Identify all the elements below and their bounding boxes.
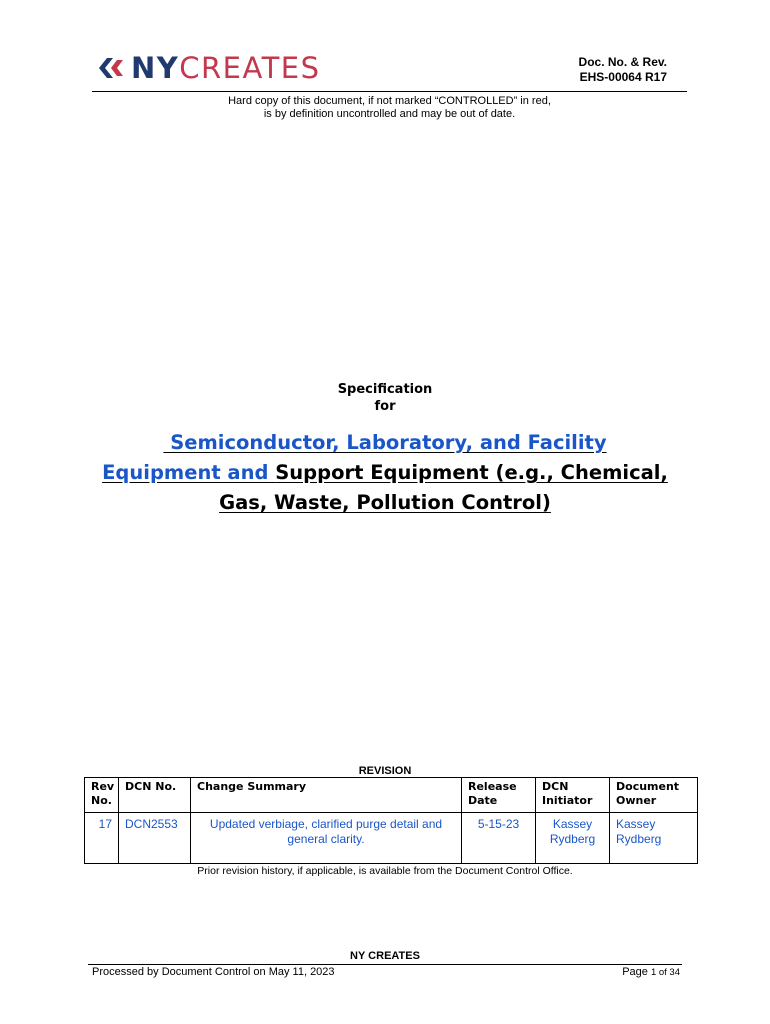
- logo-ny: NY: [131, 51, 180, 85]
- page-of: 1 of 34: [650, 967, 680, 978]
- spec-line-1: Specification: [337, 382, 433, 397]
- page-label: Page: [622, 966, 651, 978]
- col-release-date: Release Date: [462, 778, 536, 813]
- uncontrolled-disclaimer: [92, 95, 687, 121]
- table-row: [85, 813, 698, 864]
- col-change-summary: Change Summary: [191, 778, 462, 813]
- title-line-1: Semiconductor, Laboratory, and Facility: [163, 431, 607, 454]
- title-line-3: Gas, Waste, Pollution Control): [219, 491, 551, 514]
- cell-initiator: Kassey Rydberg: [536, 813, 610, 864]
- col-dcn-initiator: DCN Initiator: [536, 778, 610, 813]
- spec-heading: [92, 381, 678, 415]
- title-line-2-blue: Equipment and: [102, 461, 276, 484]
- footer-org: NY CREATES: [350, 950, 420, 962]
- header-divider: [92, 91, 687, 92]
- title-line-2-black: Support Equipment (e.g., Chemical,: [275, 461, 668, 484]
- doc-label: Doc. No. & Rev.: [578, 55, 667, 69]
- revision-heading: REVISION: [358, 765, 412, 777]
- logo-creates: CREATES: [179, 51, 321, 85]
- logo-mark-icon: [97, 56, 127, 80]
- revision-table: [84, 777, 698, 864]
- disclaimer-line-1: Hard copy of this document, if not marked “CONTROLLED” in red,: [228, 95, 551, 107]
- ny-creates-logo: [97, 52, 321, 84]
- disclaimer-line-2: is by definition uncontrolled and may be out of date.: [263, 108, 516, 120]
- document-title: [88, 428, 682, 518]
- spec-line-2: for: [374, 399, 396, 414]
- cell-summary: Updated verbiage, clarified purge detail and general clarity.: [191, 813, 462, 864]
- col-rev-no: Rev No.: [85, 778, 119, 813]
- cell-owner: Kassey Rydberg: [610, 813, 698, 864]
- footer-divider: [88, 964, 682, 965]
- prior-revision-note: Prior revision history, if applicable, is available from the Document Control Office.: [197, 865, 573, 877]
- col-dcn-no: DCN No.: [119, 778, 191, 813]
- revision-header-row: [85, 778, 698, 813]
- doc-number-block: [579, 55, 667, 85]
- col-document-owner: Document Owner: [610, 778, 698, 813]
- cell-rev: 17: [85, 813, 119, 864]
- footer-processed: Processed by Document Control on May 11, 2023: [92, 966, 335, 978]
- cell-release: 5-15-23: [462, 813, 536, 864]
- cell-dcn: DCN2553: [119, 813, 191, 864]
- doc-number: EHS-00064 R17: [579, 70, 667, 84]
- footer-page-number: [622, 966, 680, 978]
